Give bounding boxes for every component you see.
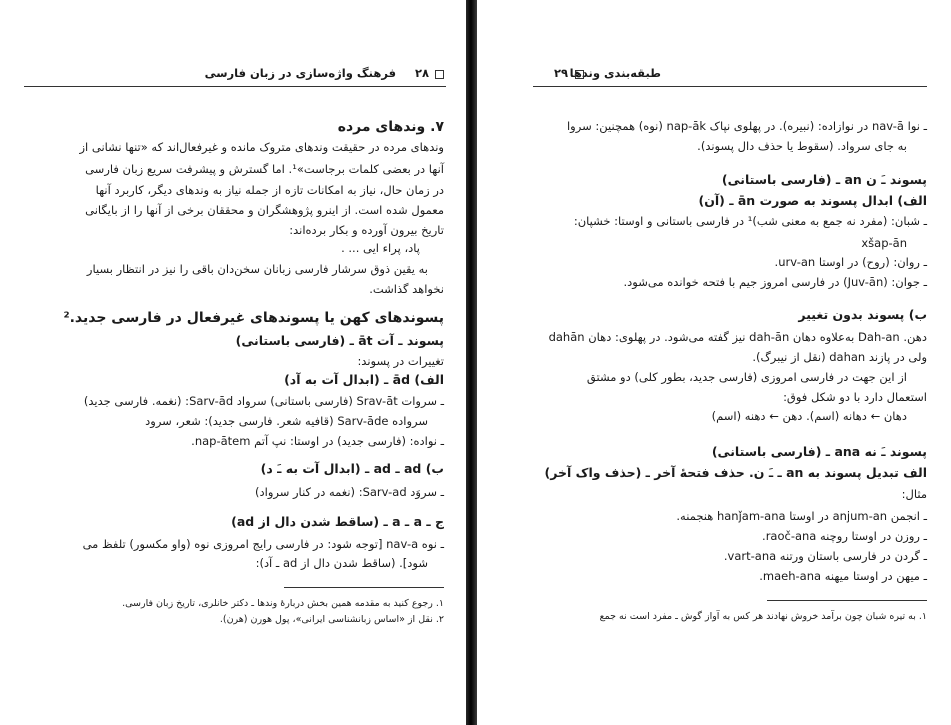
para-line: دهان ← دهانه (اسم). دهن ← دهنه (اسم)	[711, 409, 907, 423]
list-item: ـ انجمن anjum-an در اوستا hanǰam-ana هنجمنه.	[676, 509, 927, 523]
sub-heading-an-a: الف) ابدال پسوند به صورت ān ـ (آن)	[698, 193, 927, 208]
list-item: ـ سروَد Sarv-ad: (نغمه در کنار سرواد)	[255, 485, 444, 499]
para-line: نخواهد گذاشت.	[369, 282, 444, 296]
right-page	[477, 0, 951, 725]
right-header-rule	[533, 86, 927, 87]
changes-label: تغییرات در پسوند:	[357, 354, 444, 368]
para-line: دهن. Dah-an به‌علاوه دهان dah-ān نیز گفته می‌شود. در پهلوی: دهان dahān	[548, 330, 927, 344]
example-label: مثال:	[901, 487, 927, 501]
list-item: ـ گردن در فارسی باستان ورتنه vart-ana.	[723, 549, 927, 563]
header-square-icon	[435, 70, 444, 79]
list-item: به جای سرواد. (سقوط یا حذف دال پسوند).	[697, 139, 907, 153]
list-item: ـ شبان: (مفرد نه جمع به معنی شب)¹ در فارسی باستانی و اوستا: خشپان:	[573, 214, 927, 228]
suffix-an-title: پسوند ـَ ن an ـ (فارسی باستانی)	[721, 172, 927, 187]
suffix-ana-title: پسوند ـَ نه ana ـ (فارسی باستانی)	[711, 444, 927, 459]
para-line: ولی در پازند dahan (نقل از نیبرگ).	[752, 350, 927, 364]
footnote: ۱. به تیره شبان چون برآمد خروش نهادند هر کس به آواز گوش ـ مفرد است نه جمع	[599, 611, 927, 622]
sub-heading-a: الف) ād ـ (ابدال آت به آد)	[284, 372, 444, 387]
sub-heading-ana-a: الف تبدیل پسوند به an ـ ـَ ن. حذف فتحهٔ آخر ـ (حذف واک آخر)	[544, 465, 927, 480]
footnote-rule	[767, 600, 927, 601]
footnote-rule	[284, 587, 444, 588]
list-item: ـ روان: (روح) در اوستا urv-an.	[774, 255, 927, 269]
list-item: شود]. (ساقط شدن دال از ad ـ آد):	[255, 556, 428, 570]
list-item: ـ روزن در اوستا روچنه raoč-ana.	[762, 529, 927, 543]
para-line: وندهای مرده در حقیقت وندهای متروک مانده و غیرفعال‌اند که «تنها نشانی از	[79, 140, 444, 154]
section-title: ۷. وندهای مرده	[337, 119, 444, 135]
footnote: ۲. نقل از «اساس زبانشناسی ایرانی»، پول هورن (هرن).	[219, 614, 444, 625]
section2-title: پسوندهای کهن یا پسوندهای غیرفعال در فارسی جدید.²	[63, 310, 444, 326]
para-line: معمول شده است. از اینرو پژوهشگران و محققان برخی از آنها را از بایگانی	[85, 203, 444, 217]
footnote: ۱. رجوع کنید به مقدمه همین بخش دربارهٔ وندها ـ دکتر خانلری، تاریخ زبان فارسی.	[122, 598, 444, 609]
left-page	[0, 0, 466, 725]
right-page-number: ۲۹	[553, 66, 568, 80]
left-page-number: ۲۸	[414, 66, 429, 80]
right-running-title: طبقه‌بندی وندها	[569, 66, 661, 80]
para-line: تاریخ بیرون آورده و بکار برده‌اند:	[289, 223, 444, 237]
para-line: آنها در بعضی کلمات برجاست»¹. اما گسترش و پیشرفت سریع زبان فارسی	[85, 162, 444, 176]
list-item: سرواده Sarv-āde (قافیه شعر. فارسی جدید): شعر، سرود	[145, 414, 428, 428]
sub-heading-c: ج ـ a ـ a ـ (ساقط شدن دال از ad)	[231, 514, 444, 529]
list-item: ـ میهن در اوستا میهنه maeh-ana.	[759, 569, 927, 583]
suffix-at-title: پسوند ـ آت āt ـ (فارسی باستانی)	[235, 333, 444, 348]
book-gutter	[466, 0, 477, 725]
header-square-icon	[575, 70, 584, 79]
para-line: استعمال دارد با دو شکل فوق:	[783, 390, 927, 404]
list-item: ـ نوه nav-a [توجه شود: در فارسی رایج امروزی نوه (واو مکسور) تلفظ می	[82, 537, 444, 551]
para-line: از این جهت در فارسی امروزی (فارسی جدید، بطور کلی) دو مشتق	[586, 370, 907, 384]
list-item: ـ جوان: (Juv-ān) در فارسی امروز جیم با فتحه خوانده می‌شود.	[623, 275, 927, 289]
left-running-title: فرهنگ واژه‌سازی در زبان فارسی	[204, 66, 396, 80]
list-item: ـ سروات Srav-āt (فارسی باستانی) سرواد Sarv-ād: (نغمه. فارسی جدید)	[83, 394, 444, 408]
para-line: در زمان حال، نیاز به امکانات تازه از جمله نیاز به وندهای دیگر، کاربرد آنها	[95, 183, 444, 197]
list-item: ـ نواده: (فارسی جدید) در اوستا: نپ آتم nap-ātem.	[191, 434, 444, 448]
list-item: ـ نوا nav-ā در نوازاده: (نبیره). در پهلوی نپاک nap-āk (نوه) همچنین: سروا	[566, 119, 927, 133]
para-line: به یقین ذوق سرشار فارسی زبانان سخن‌دان باقی را نیز در انتظار بسیار	[86, 262, 428, 276]
sub-heading-an-b: ب) پسوند بدون تغییر	[798, 307, 927, 322]
sub-heading-b: ب) ad ـ ad ـ (ابدال آت به ـَ د)	[260, 461, 444, 476]
list-item: xšap-ān	[861, 236, 907, 250]
left-header-rule	[24, 86, 446, 87]
verse-line: پاد، پراء ایی ... .	[341, 241, 420, 255]
